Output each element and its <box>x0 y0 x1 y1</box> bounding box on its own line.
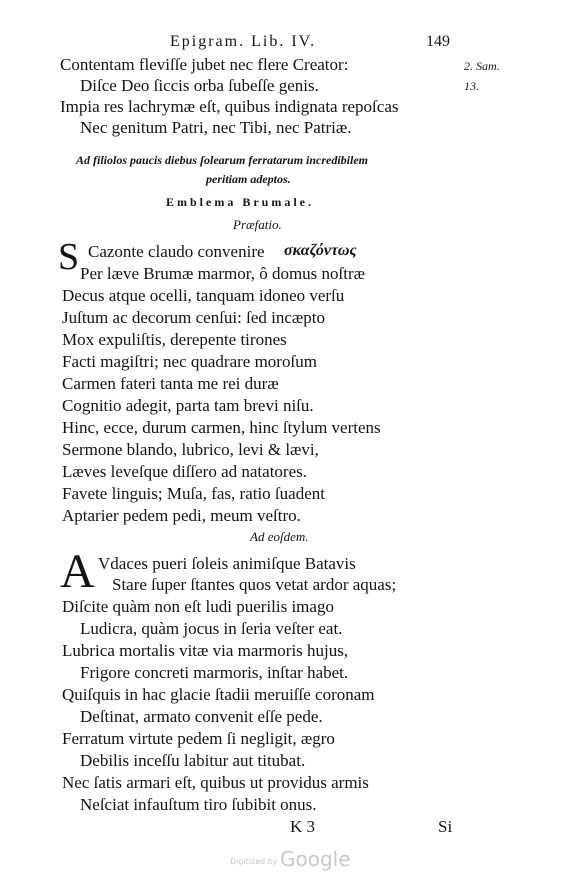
verse-line: Lubrica mortalis vitæ via marmoris hujus, <box>62 641 349 660</box>
drop-cap: A <box>60 545 95 598</box>
verse-line: Cazonte claudo convenire <box>88 242 265 261</box>
verse-line: Nec ſatis armari eſt, quibus ut providus armis <box>62 773 369 792</box>
margin-note: 13. <box>464 79 479 93</box>
verse-line: Mox expuliſtis, derepente tirones <box>62 330 287 349</box>
praefatio-heading: Præfatio. <box>233 217 282 232</box>
drop-cap: S <box>58 236 80 278</box>
verse-line: Neſciat infauſtum tiro ſubibit onus. <box>80 795 317 814</box>
verse-line: Stare ſuper ſtantes quos vetat ardor aquas; <box>112 575 397 594</box>
verse-line: Vdaces pueri ſoleis animiſque Batavis <box>98 554 356 573</box>
verse-line: Per læve Brumæ marmor, ô domus noſtræ <box>80 264 365 283</box>
signature-mark: K 3 <box>290 817 316 836</box>
verse-line: Decus atque ocelli, tanquam idoneo verſu <box>62 286 345 305</box>
verse-line: Diſce Deo ſiccis orba ſubeſſe genis. <box>80 76 319 95</box>
verse-line: Sermone blando, lubrico, levi & lævi, <box>62 440 319 459</box>
verse-line: Carmen fateri tanta me rei duræ <box>62 374 279 393</box>
greek-word: σκαζόντως <box>284 242 357 259</box>
verse-line: Favete linguis; Muſa, fas, ratio ſuadent <box>62 484 325 503</box>
verse-line: Diſcite quàm non eſt ludi puerilis imago <box>62 597 334 616</box>
verse-line: Quiſquis in hac glacie ſtadii meruiſſe coronam <box>62 685 375 704</box>
verse-line: Nec genitum Patri, nec Tibi, nec Patriæ. <box>80 118 352 137</box>
section-title: Ad filiolos paucis diebus ſolearum ferratarum incredibilem <box>76 153 369 167</box>
section-title: Ad eoſdem. <box>250 529 309 544</box>
emblem-subtitle: Emblema Brumale. <box>166 195 314 209</box>
verse-line: Aptarier pedem pedi, meum veſtro. <box>62 506 301 525</box>
verse-line: Debilis inceſſu labitur aut titubat. <box>80 751 306 770</box>
verse-line: Frigore concreti marmoris, inſtar habet. <box>80 663 349 682</box>
verse-line: Læves leveſque diſſero ad natatores. <box>62 462 307 481</box>
verse-line: Cognitio adegit, parta tam brevi niſu. <box>62 396 314 415</box>
google-watermark-logo: Google <box>280 847 351 871</box>
verse-line: Ferratum virtute pedem ſi negligit, ægro <box>62 729 335 748</box>
catchword: Si <box>438 817 453 836</box>
verse-line: Impia res lachrymæ eſt, quibus indignata repoſcas <box>60 97 399 116</box>
watermark-caption: Digitized by <box>230 857 278 866</box>
verse-line: Contentam fleviſſe jubet nec flere Creator: <box>60 55 349 74</box>
verse-line: Facti magiſtri; nec quadrare moroſum <box>62 352 317 371</box>
verse-line: Ludicra, quàm jocus in ſeria veſter eat. <box>80 619 343 638</box>
margin-note: 2. Sam. <box>464 59 500 73</box>
verse-line: Juſtum ac decorum cenſui: ſed incæpto <box>62 308 325 327</box>
verse-line: Deſtinat, armato convenit eſſe pede. <box>80 707 323 726</box>
page-number: 149 <box>426 33 450 50</box>
section-title-cont: peritiam adeptos. <box>206 172 291 186</box>
running-title: Epigram. Lib. IV. <box>170 33 317 50</box>
verse-line: Hinc, ecce, durum carmen, hinc ſtylum vertens <box>62 418 381 437</box>
